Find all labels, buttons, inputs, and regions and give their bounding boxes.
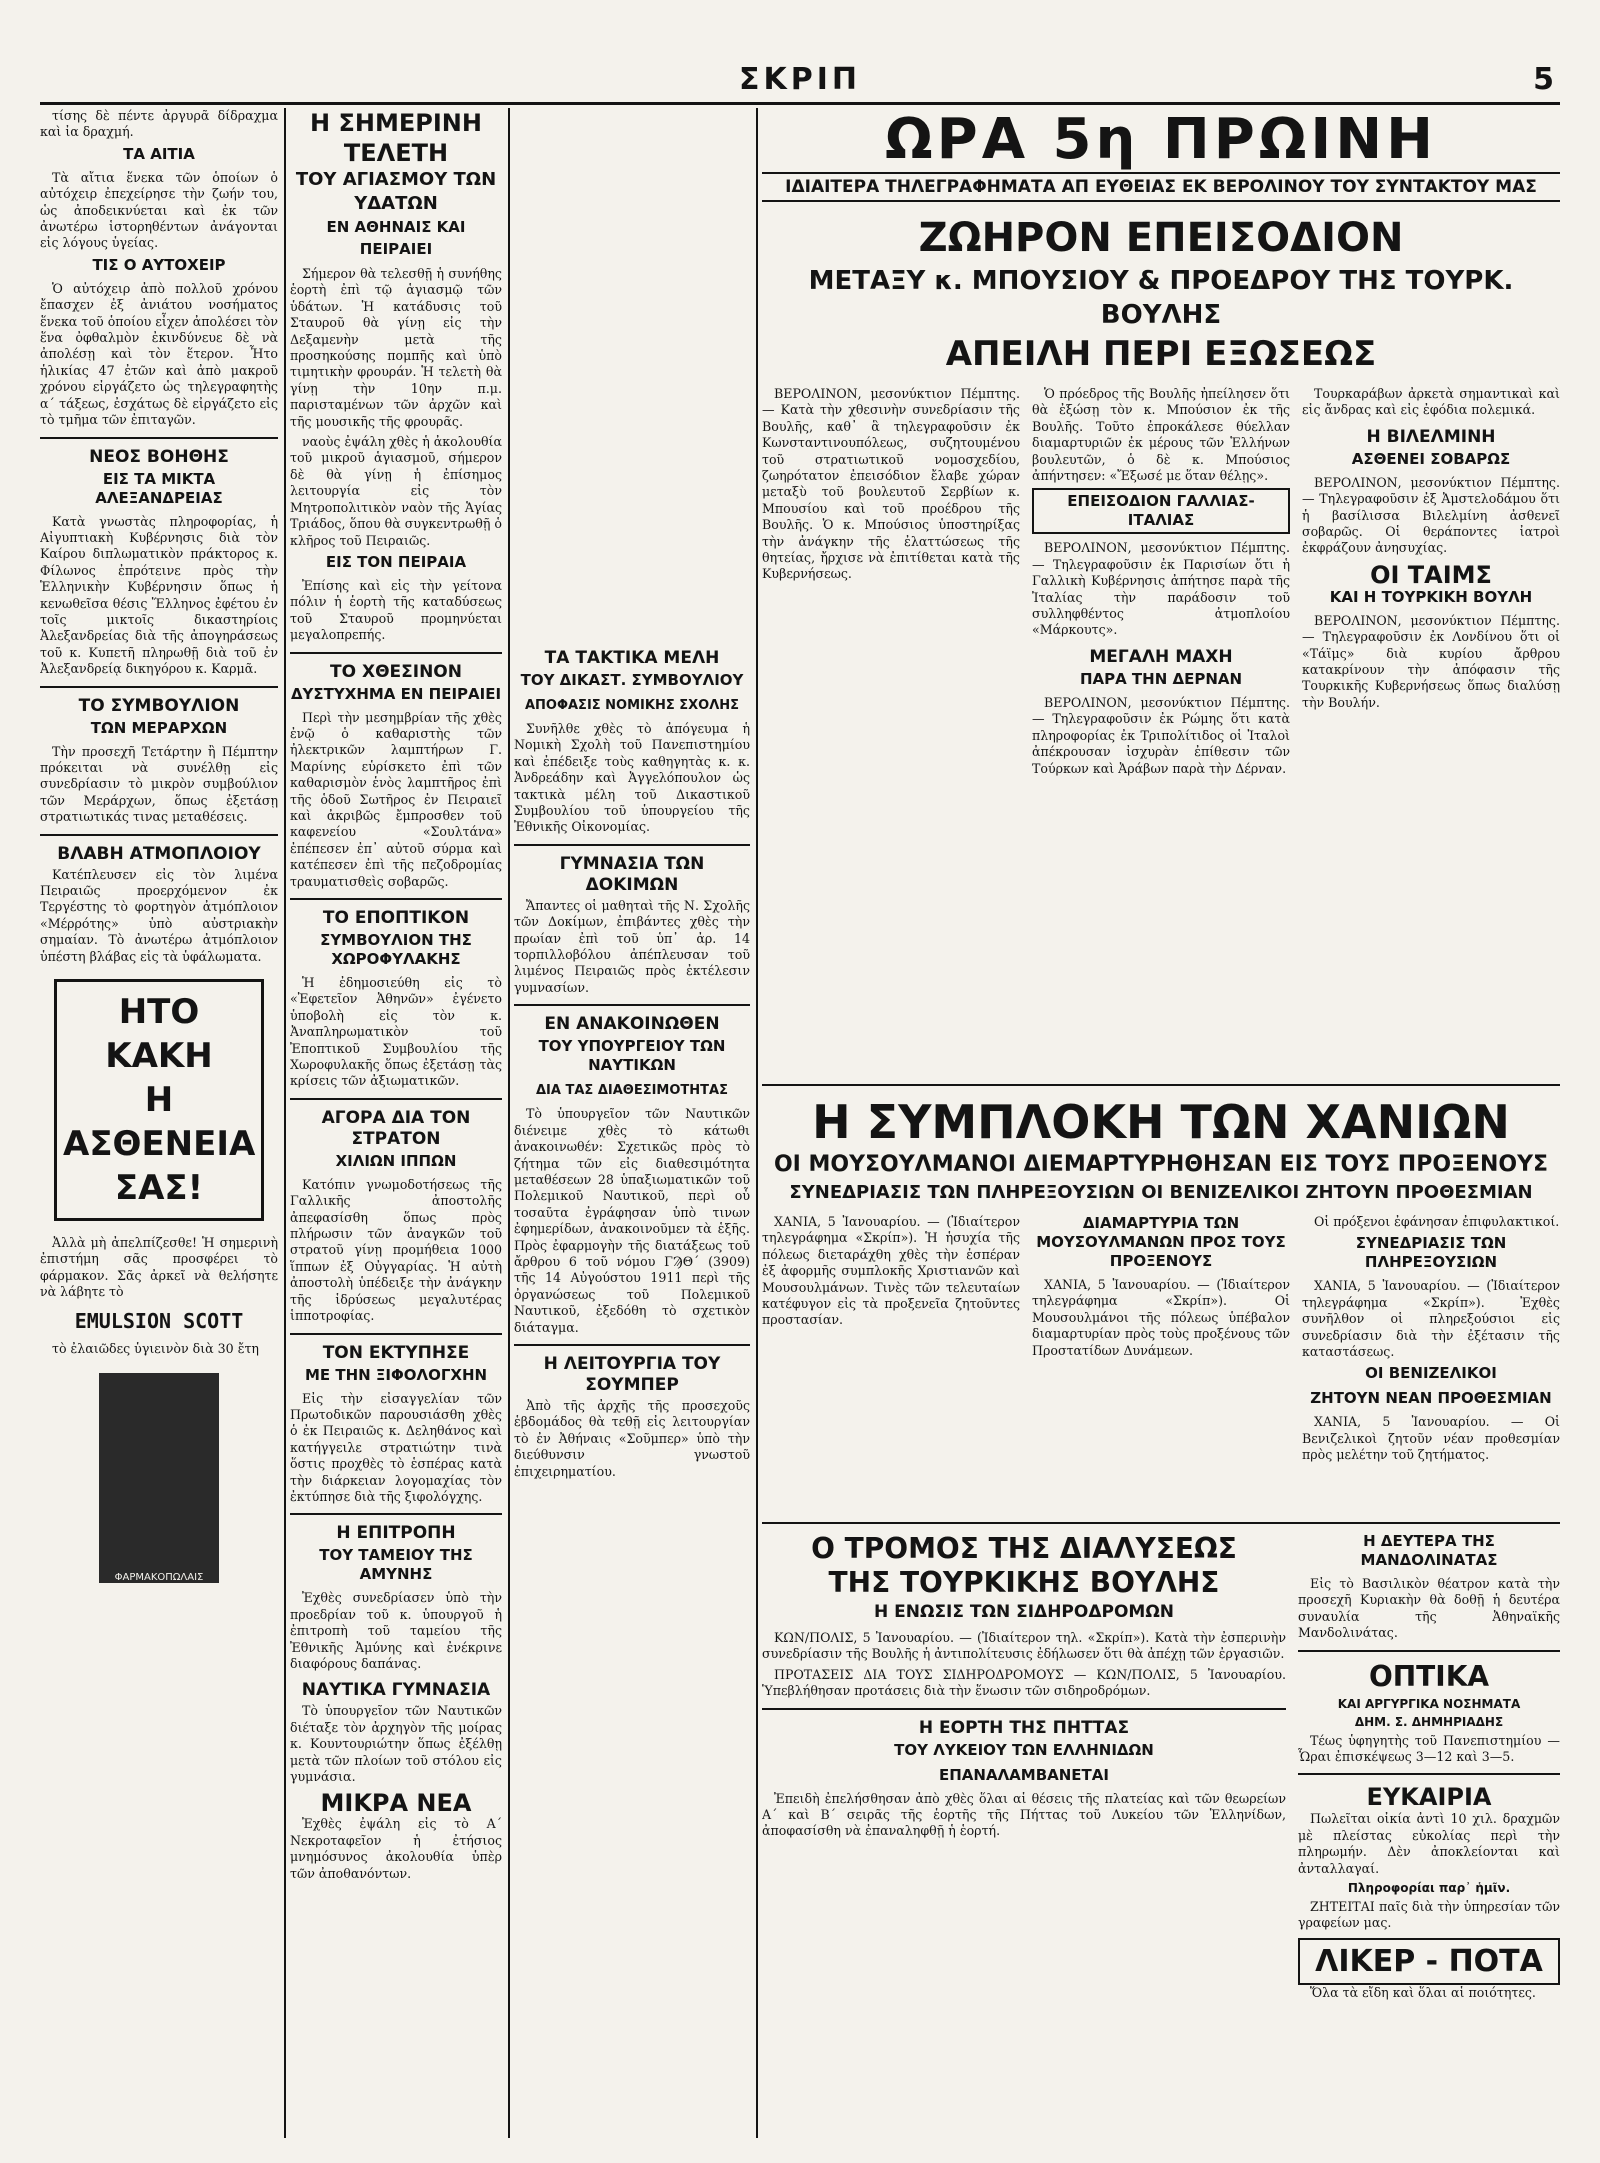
article-text: ΧΑΝΙΑ, 5 Ἰανουαρίου. — Οἱ Βενιζελικοὶ ζητοῦν νέαν προθεσμίαν πρὸς μελέτην τοῦ ζητήματος. (1302, 1414, 1560, 1463)
headline: Η ΣΥΜΠΛΟΚΗ ΤΩΝ ΧΑΝΙΩΝ (812, 1095, 1510, 1149)
divider (762, 1708, 1286, 1710)
divider (514, 1344, 750, 1346)
article-text: Κατέπλευσεν εἰς τὸν λιμένα Πειραιῶς προερχόμενον ἐκ Τεργέστης τὸ φορτηγὸν ἀτμόπλοιον «Μέρρότης» ὑπὸ αὐστριακὴν σημαίαν. Τὸ ἀνωτέρω ἀτμόπλοιον ὑπέστη βλάβας εἰς τὰ ὑφάλωματα. (40, 866, 278, 964)
advert-name: ΔΗΜ. Σ. ΔΗΜΗΡΙΑΔΗΣ (1354, 1714, 1504, 1729)
article-text: Οἱ πρόξενοι ἐφάνησαν ἐπιφυλακτικοί. (1314, 1214, 1560, 1229)
telegram-col-3 (1302, 386, 1560, 1076)
headline-sub: ΤΟΥ ΥΠΟΥΡΓΕΙΟΥ ΤΩΝ ΝΑΥΤΙΚΩΝ (538, 1037, 726, 1075)
headline-sub: ΕΝ ΑΘΗΝΑΙΣ ΚΑΙ ΠΕΙΡΑΙΕΙ (326, 218, 466, 258)
divider (290, 652, 502, 654)
divider (290, 1333, 502, 1335)
advert-sub: ΚΑΙ ΑΡΓΥΡΓΙΚΑ ΝΟΣΗΜΑΤΑ (1337, 1696, 1521, 1711)
column-2 (290, 108, 502, 2138)
column-1 (40, 108, 278, 2138)
article-text: Τὸ ὑπουργεῖον τῶν Ναυτικῶν διένειμε χθὲς τὸ κάτωθι ἀνακοινωθέν: Σχετικῶς πρὸς τὸ ζήτημα τῶν εἰς διαθεσιμότητα μεταθέσεων 28 ὑπαξιωματικῶν τοῦ Πολεμικοῦ Ναυτικοῦ, περὶ οὗ τοσαῦτα ἐγράφησαν ὑπὸ τινων ἐφημερίδων, ἀνακοινοῦμεν τὰ ἑξῆς. Πρὸς ἐφαρμογὴν τῆς διατάξεως τοῦ ἄρθρου 6 τοῦ νόμου ΓϠΘ΄ (3909) τῆς 14 Αὐγούστου 1911 περὶ τῆς ὀργανώσεως τοῦ Πολεμικοῦ Ναυτικοῦ, ἐξεδόθη τὸ σχετικὸν διάταγμα. (514, 1106, 750, 1335)
headline-sub: ΕΠΑΝΑΛΑΜΒΑΝΕΤΑΙ (939, 1765, 1109, 1784)
divider (290, 1513, 502, 1515)
advert-line: ΣΑΣ! (114, 1168, 204, 1209)
advert-text: Τέως ὑφηγητὴς τοῦ Πανεπιστημίου — Ὧραι ἐπισκέψεως 3—12 καὶ 3—5. (1298, 1732, 1560, 1765)
article-text: τίσης δὲ πέντε ἀργυρᾶ δίδραχμα καὶ ἰα δραχμή. (40, 108, 278, 140)
article-text: Συνῆλθε χθὲς τὸ ἀπόγευμα ἡ Νομικὴ Σχολὴ τοῦ Πανεπιστημίου καὶ ἐπέδειξε τοὺς καθηγητὰς κ. κ. Ἀνδρεάδην καὶ Ἀγγελόπουλον ὡς τακτικὰ μέλη τοῦ Δικαστικοῦ Συμβουλίου τοῦ ὑπουργείου τῆς Ἐθνικῆς Οἰκονομίας. (514, 721, 750, 835)
headline: Η ΛΕΙΤΟΥΡΓΙΑ ΤΟΥ ΣΟΥΜΠΕΡ (543, 1353, 721, 1395)
advert-text: τὸ ἐλαιῶδες ὑγιεινὸν διὰ 30 ἔτη (52, 1340, 259, 1356)
article-text: ΒΕΡΟΛΙΝΟΝ, μεσονύκτιον Πέμπτης. — Τηλεγραφοῦσιν ἐξ Ἀμστελοδάμου ὅτι ἡ βασίλισσα Βιλελμίνη ἀσθενεῖ σοβαρῶς. Οἱ θεράποντες ἰατροὶ ἐκφράζουν ἀνησυχίας. (1302, 474, 1560, 556)
advert-text: Πωλεῖται οἰκία ἀντὶ 10 χιλ. δραχμῶν μὲ πλείστας εὐκολίας περὶ τὴν πληρωμήν. Δὲν ἀποκλείονται καὶ ἀνταλλαγαί. (1298, 1811, 1560, 1876)
headline: ΜΙΚΡΑ ΝΕΑ (320, 1789, 472, 1818)
headline: ΓΥΜΝΑΣΙΑ ΤΩΝ ΔΟΚΙΜΩΝ (559, 853, 705, 895)
headline-sub: ΤΟΥ ΔΙΚΑΣΤ. ΣΥΜΒΟΥΛΙΟΥ (520, 671, 744, 689)
advert-text: Ὅλα τὰ εἴδη καὶ ὅλαι αἱ ποιότητες. (1310, 1984, 1536, 2000)
article-text: Τὰ αἴτια ἕνεκα τῶν ὁποίων ὁ αὐτόχειρ ἐπεχείρησε τὴν ζωήν του, ὡς ἀποδεικνύεται καὶ ἐκ τῶν ἀνωτέρω ἱστορηθέντων ἀνάγονται εἰς λόγους ὑγείας. (40, 169, 278, 251)
headline-sub: ΣΥΝΕΔΡΙΑΣΙΣ ΤΩΝ ΠΛΗΡΕΞΟΥΣΙΩΝ ΟΙ ΒΕΝΙΖΕΛΙΚΟΙ ΖΗΤΟΥΝ ΠΡΟΘΕΣΜΙΑΝ (789, 1182, 1533, 1203)
article-text: Περὶ τὴν μεσημβρίαν τῆς χθὲς ἐνῷ ὁ καθαριστὴς τῶν ἠλεκτρικῶν λαμπτήρων Γ. Μαρίνης εὑρίσκετο ἐπὶ τῶν καθαρισμὸν ἑνὸς λαμπτῆρος ἐπὶ τῆς ὁδοῦ Σωτῆρος ἐν Πειραιεῖ καὶ ἀκριβῶς ἔμπροσθεν τοῦ καφενείου «Σουλτάνα» ἐπέπεσεν ἐπ᾽ αὐτοῦ σύρμα καὶ κατέπεσεν ἐπὶ τῆς πεζοδρομίας τραυματισθεὶς σοβαρῶς. (290, 709, 502, 889)
advert-title: ΛΙΚΕΡ - ΠΟΤΑ (1298, 1938, 1560, 1985)
lower-left (762, 1532, 1286, 2005)
headline-sub: ΤΟΥ ΑΓΙΑΣΜΟΥ ΤΩΝ ΥΔΑΤΩΝ (295, 169, 497, 214)
advert-caption: ΦΑΡΜΑΚΟΠΩΛΑΙΣ (114, 1572, 204, 1584)
lower-right (1298, 1532, 1560, 2005)
divider (1298, 1650, 1560, 1652)
lower-columns (762, 1532, 1560, 2005)
headline-sub: ΤΟΥ ΛΥΚΕΙΟΥ ΤΩΝ ΕΛΛΗΝΙΔΩΝ (894, 1740, 1154, 1759)
divider (762, 1522, 1560, 1524)
column-rule (284, 108, 286, 2138)
headline-main: ΩΡΑ 5η ΠΡΩΙΝΗ (885, 108, 1437, 172)
article-text: Ἡ ἐδημοσιεύθη εἰς τὸ «Ἐφετεῖον Ἀθηνῶν» ἐγένετο ὑποβολὴ εἰς τὸν κ. Ἀναπληρωματικὸν τοῦ Ἐποπτικοῦ Συμβουλίου τῆς Χωροφυλακῆς ὅπως ἐξετάσῃ τὰς κρίσεις τῶν ἀξιωματικῶν. (290, 975, 502, 1089)
advert-title: ΟΠΤΙΚΑ (1368, 1659, 1490, 1693)
advert-text: Ἀλλὰ μὴ ἀπελπίζεσθε! Ἡ σημερινὴ ἐπιστήμη σᾶς προσφέρει τὸ φάρμακον. Σᾶς ἀρκεῖ νὰ θελήσητε νὰ λάβητε τὸ (40, 1235, 278, 1300)
headline-sub: Η ΕΝΩΣΙΣ ΤΩΝ ΣΙΔΗΡΟΔΡΟΜΩΝ (874, 1602, 1174, 1622)
article-text: Ἀπὸ τῆς ἀρχῆς τῆς προσεχοῦς ἑβδομάδος θὰ τεθῇ εἰς λειτουργίαν τὸ ἐν Ἀθήναις «Σοῦμπερ» ὑπὸ τὴν διεύθυνσιν γνωστοῦ ἐπιχειρηματίου. (514, 1397, 750, 1479)
headline-sub: ΑΣΘΕΝΕΙ ΣΟΒΑΡΩΣ (1351, 449, 1511, 468)
article-text: Ἐχθὲς συνεδρίασεν ὑπὸ τὴν προεδρίαν τοῦ κ. ὑπουργοῦ ἡ ἐπιτροπὴ τοῦ ταμείου τῆς Ἐθνικῆς Ἀμύνης καὶ ἐνέκρινε διαφόρους δαπάνας. (290, 1590, 502, 1671)
article-text: Ἐπειδὴ ἐπελήσθησαν ἀπὸ χθὲς ὅλαι αἱ θέσεις τῆς πλατείας καὶ τῶν θεωρείων Α΄ καὶ Β΄ σειρᾶς τῆς ἑορτῆς τῆς Πήττας τοῦ Λυκείου τῶν Ἑλληνίδων, ἀποφασίσθη νὰ ἐπαναληφθῇ ἡ ἑορτή. (762, 1790, 1286, 1839)
section-heading: Η ΔΕΥΤΕΡΑ ΤΗΣ ΜΑΝΔΟΛΙΝΑΤΑΣ (1360, 1532, 1498, 1569)
headline: ΤΟ ΧΘΕΣΙΝΟΝ (330, 661, 462, 682)
headline: ΟΙ ΤΑΙΜΣ (1370, 560, 1492, 589)
telegram-columns (762, 386, 1560, 1076)
article-text: Κατόπιν γνωμοδοτήσεως τῆς Γαλλικῆς ἀποστολῆς ἀπεφασίσθη ὅπως πρὸς πλήρωσιν τῶν ἀναγκῶν τοῦ στρατοῦ γίνῃ προμήθεια 1000 ἵππων ἐξ Οὐγγαρίας. Ἡ αὐτὴ ἀποστολὴ ὑπέδειξε τὴν ἀνάγκην τῆς ἱδρύσεως μεγαλυτέρας ἱπποτροφίας. (290, 1176, 502, 1324)
section-heading: ΔΙΑΜΑΡΤΥΡΙΑ ΤΩΝ ΜΟΥΣΟΥΛΜΑΝΩΝ ΠΡΟΣ ΤΟΥΣ ΠΡΟΞΕΝΟΥΣ (1036, 1214, 1286, 1270)
headline-sub: ΤΟΥ ΤΑΜΕΙΟΥ ΤΗΣ ΑΜΥΝΗΣ (319, 1546, 473, 1584)
headline-sub: ΚΑΙ Η ΤΟΥΡΚΙΚΗ ΒΟΥΛΗ (1329, 587, 1533, 606)
telegram-col-2 (1032, 386, 1290, 1076)
headline: Η ΕΠΙΤΡΟΠΗ (336, 1523, 456, 1544)
newspaper-name: ΣΚΡΙΠ (739, 62, 861, 97)
section-heading: ΟΙ ΒΕΝΙΖΕΛΙΚΟΙ (1365, 1364, 1497, 1383)
headline-sub: ΜΕ ΤΗΝ ΞΙΦΟΛΟΓΧΗΝ (304, 1365, 488, 1384)
section-heading: ΣΥΝΕΔΡΙΑΣΙΣ ΤΩΝ ΠΛΗΡΕΞΟΥΣΙΩΝ (1355, 1234, 1507, 1272)
divider (762, 1084, 1560, 1086)
advert-line: ΗΤΟ ΚΑΚΗ (105, 992, 213, 1077)
headline: ΝΑΥΤΙΚΑ ΓΥΜΝΑΣΙΑ (301, 1680, 491, 1701)
advert-box (54, 979, 264, 1221)
headline-sub: ΤΗΣ ΤΟΥΡΚΙΚΗΣ ΒΟΥΛΗΣ (828, 1566, 1220, 1599)
telegram-col-1 (762, 386, 1020, 1076)
column-3 (514, 640, 750, 2138)
article-text: Ἐχθὲς ἐψάλη εἰς τὸ Α΄ Νεκροταφεῖον ἡ ἐτήσιος μνημόσυνος ἀκολουθία ὑπὲρ τῶν ἀποθανόντων. (290, 1816, 502, 1881)
headline-sub: ΠΑΡΑ ΤΗΝ ΔΕΡΝΑΝ (1079, 669, 1243, 688)
headline-sub: ΜΕΤΑΞΥ κ. ΜΠΟΥΣΙΟΥ & ΠΡΟΕΔΡΟΥ ΤΗΣ ΤΟΥΡΚ. ΒΟΥΛΗΣ (808, 266, 1514, 330)
section-heading: ΕΠΕΙΣΟΔΙΟΝ ΓΑΛΛΙΑΣ-ΙΤΑΛΙΑΣ (1032, 488, 1290, 534)
headline-sub: ΤΩΝ ΜΕΡΑΡΧΩΝ (90, 718, 228, 737)
advert-info: Πληροφορίαι παρ᾽ ἡμῖν. (1347, 1881, 1511, 1896)
headline: Η ΒΙΛΕΛΜΙΝΗ (1366, 426, 1496, 447)
article-text: Εἰς τὴν εἰσαγγελίαν τῶν Πρωτοδικῶν παρουσιάσθη χθὲς ὁ ἐκ Πειραιῶς κ. Δεληθάνος καὶ κατήγγειλε στρατιώτην τινὰ ὅστις προχθὲς τὸ ἑσπέρας κατὰ τὴν διάρκειαν λογομαχίας τὸν ἐκτύπησε διὰ τῆς ξιφολόγχης. (290, 1390, 502, 1504)
headline-sub: ΑΠΟΦΑΣΙΣ ΝΟΜΙΚΗΣ ΣΧΟΛΗΣ (524, 698, 740, 713)
headline: Ο ΤΡΟΜΟΣ ΤΗΣ ΔΙΑΛΥΣΕΩΣ (811, 1532, 1237, 1565)
section-heading: ΕΙΣ ΤΟΝ ΠΕΙΡΑΙΑ (325, 552, 467, 571)
section-heading: ΤΙΣ Ο ΑΥΤΟΧΕΙΡ (92, 255, 226, 274)
divider (290, 1098, 502, 1100)
article-text: Σήμερον θὰ τελεσθῇ ἡ συνήθης ἑορτὴ ἐπὶ τῷ ἁγιασμῷ τῶν ὑδάτων. Ἡ κατάδυσις τοῦ Σταυροῦ θὰ γίνῃ εἰς τὴν Δεξαμενὴν μετὰ τῆς προσηκούσης πομπῆς καὶ ὑπὸ τιμητικὴν φρουράν. Ἡ τελετὴ θὰ γίνῃ τὴν 10ην π.μ. παρισταμένων τῶν ἀρχῶν καὶ τῆς μουσικῆς τῆς φρουρᾶς. (290, 266, 502, 429)
divider (1298, 1773, 1560, 1775)
article-text: Ὁ αὐτόχειρ ἀπὸ πολλοῦ χρόνου ἔπασχεν ἐξ ἀνιάτου νοσήματος ἕνεκα τοῦ ὁποίου εἶχεν ἀπολέσει τὸν ἕνα ὀφθαλμὸν ἐκινδύνευε δὲ νὰ ἀπολέσῃ καὶ τὸν ἕτερον. Ἦτο ἡλικίας 47 ἐτῶν καὶ ἀπὸ μακροῦ χρόνου εἰργάζετο ὡς τηλεγραφητὴς α΄ τάξεως, ἐσχάτως δὲ εἰργάζετο εἰς τὸ τμῆμα τῶν ἐπιταγῶν. (40, 280, 278, 428)
headline-sub: ΟΙ ΜΟΥΣΟΥΛΜΑΝΟΙ ΔΙΕΜΑΡΤΥΡΗΘΗΣΑΝ ΕΙΣ ΤΟΥΣ ΠΡΟΞΕΝΟΥΣ (773, 1152, 1549, 1177)
column-rule (508, 108, 510, 2138)
article-text: Κατὰ γνωστὰς πληροφορίας, ἡ Αἰγυπτιακὴ Κυβέρνησις διὰ τὸν Καίρου διπλωματικὸν πράκτορος κ. Φίλωνος ἐπρότεινε πρὸς τὴν Ἑλληνικὴν Κυβέρνησιν ὅπως ἡ κενωθεῖσα θέσις Ἕλληνος ἐφέτου ἐν τοῖς μικτοῖς δικαστηρίοις Ἀλεξανδρείας διὰ τῆς ἀπογηράσεως τοῦ κ. Κυπετῆ πληρωθῇ διὰ τοῦ ἐν Ἀλεξανδρείᾳ δικηγόρου κ. Καρμᾶ. (40, 513, 278, 677)
divider (40, 686, 278, 688)
headline-sub: ΕΙΣ ΤΑ ΜΙΚΤΑ ΑΛΕΞΑΝΔΡΕΙΑΣ (95, 469, 223, 507)
article-text: Ὁ πρόεδρος τῆς Βουλῆς ἠπείλησεν ὅτι θὰ ἐξώσῃ τὸν κ. Μπούσιον ἐκ τῆς Βουλῆς. Τοῦτο ἐπροκάλεσε θύελλαν διαμαρτυριῶν ἐκ μέρους τῶν Ἑλλήνων βουλευτῶν, ὁ δὲ κ. Μπούσιος ἀπήντησεν: «Ἔξωσέ με ὅταν θέλῃς». (1032, 386, 1290, 484)
divider (290, 898, 502, 900)
advert-line: Η ΑΣΘΕΝΕΙΑ (63, 1080, 256, 1165)
section-heading: ΖΗΤΟΥΝ ΝΕΑΝ ΠΡΟΘΕΣΜΙΑΝ (1310, 1389, 1552, 1408)
advert-title: ΕΥΚΑΙΡΙΑ (1366, 1783, 1492, 1812)
divider (40, 834, 278, 836)
masthead (40, 62, 1560, 105)
headline: ΑΓΟΡΑ ΔΙΑ ΤΟΝ ΣΤΡΑΤΟΝ (321, 1107, 471, 1149)
article-text: ΧΑΝΙΑ, 5 Ἰανουαρίου. — (Ἰδιαίτερον τηλεγράφημα «Σκρίπ»). Ἡ ἡσυχία τῆς πόλεως διεταράχθη χθὲς τὴν ἑσπέραν ἐξ ἀφορμῆς συμπλοκῆς Χριστιανῶν καὶ Μουσουλμάνων. Τινὲς τῶν τελευταίων κατέφυγον εἰς τὰ προξενεῖα ζητοῦντες προστασίαν. (762, 1214, 1020, 1328)
headline-sub: ΔΙΑ ΤΑΣ ΔΙΑΘΕΣΙΜΟΤΗΤΑΣ (536, 1083, 728, 1099)
chania-col-1 (762, 1214, 1020, 1514)
article-text: Τὸ ὑπουργεῖον τῶν Ναυτικῶν διέταξε τὸν ἀρχηγὸν τῆς μοίρας κ. Κουντουριώτην ὅπως ἐξέλθῃ μετὰ τῶν πλοίων τοῦ στόλου εἰς γυμνάσια. (290, 1703, 502, 1784)
advert-illustration (99, 1373, 219, 1583)
divider (514, 844, 750, 846)
article-text: Τουρκαράβων ἀρκετὰ σημαντικαὶ καὶ εἰς ἄνδρας καὶ εἰς ἐφόδια πολεμικά. (1302, 386, 1560, 418)
telegrams-section (762, 108, 1560, 2138)
divider (514, 1004, 750, 1006)
article-text: ΒΕΡΟΛΙΝΟΝ, μεσονύκτιον Πέμπτης. — Τηλεγραφοῦσιν ἐκ Ρώμης ὅτι κατὰ πληροφορίας ἐκ Τριπολίτιδος οἱ Ἰταλοὶ ἀπέκρουσαν ἰσχυρὰν ἐπίθεσιν τῶν Τούρκων καὶ Ἀράβων παρὰ τὴν Δέρναν. (1032, 694, 1290, 776)
article-text: ΧΑΝΙΑ, 5 Ἰανουαρίου. — (Ἰδιαίτερον τηλεγράφημα «Σκρίπ»). Ἐχθὲς συνῆλθον οἱ πληρεξούσιοι εἰς συνεδρίασιν διὰ τὴν ἐξέτασιν τῆς καταστάσεως. (1302, 1278, 1560, 1360)
section-heading: ΤΑ ΑΙΤΙΑ (123, 144, 195, 163)
article-text: ΧΑΝΙΑ, 5 Ἰανουαρίου. — (Ἰδιαίτερον τηλεγράφημα «Σκρίπ»). Οἱ Μουσουλμάνοι τῆς πόλεως ὑπέβαλον διαμαρτυρίαν πρὸς τοὺς προξένους τῶν Προστατίδων Δυνάμεων. (1032, 1277, 1290, 1358)
article-text: ΚΩΝ/ΠΟΛΙΣ, 5 Ἰανουαρίου. — (Ἰδιαίτερον τηλ. «Σκρίπ»). Κατὰ τὴν ἐσπερινὴν συνεδρίασιν τῆς Βουλῆς ἡ ἀντιπολίτευσις ἐδήλωσεν ὅτι θὰ ἀπέχῃ τῶν ἐργασιῶν. (762, 1630, 1286, 1662)
headline: ΜΕΓΑΛΗ ΜΑΧΗ (1089, 646, 1233, 667)
divider (40, 437, 278, 439)
headline: ΤΑ ΤΑΚΤΙΚΑ ΜΕΛΗ (544, 648, 720, 668)
article-text: ναοὺς ἐψάλη χθὲς ἡ ἀκολουθία τοῦ μικροῦ ἁγιασμοῦ, σήμερον δὲ θὰ γίνῃ ἡ ἐπίσημος λειτουργία εἰς τὸν Μητροπολιτικὸν ναὸν τῆς Ἁγίας Τριάδος, ὅπου θὰ συγκεντρωθῇ ὁ κλῆρος τοῦ Πειραιῶς. (290, 434, 502, 548)
headline-sub: ΔΥΣΤΥΧΗΜΑ ΕΝ ΠΕΙΡΑΙΕΙ (290, 684, 502, 703)
headline: Η ΣΗΜΕΡΙΝΗ ΤΕΛΕΤΗ (310, 109, 482, 167)
chania-col-2 (1032, 1214, 1290, 1514)
headline: ΕΝ ΑΝΑΚΟΙΝΩΘΕΝ (544, 1014, 720, 1035)
column-rule (756, 108, 758, 2138)
article-text: ΠΡΟΤΑΣΕΙΣ ΔΙΑ ΤΟΥΣ ΣΙΔΗΡΟΔΡΟΜΟΥΣ — ΚΩΝ/ΠΟΛΙΣ, 5 Ἰανουαρίου. Ὑπεβλήθησαν προτάσεις διὰ τὴν ἕνωσιν τῶν σιδηροδρόμων. (762, 1666, 1286, 1699)
headline: ΤΟΝ ΕΚΤΥΠΗΣΕ (322, 1342, 470, 1363)
headline: ΝΕΟΣ ΒΟΗΘΗΣ (89, 446, 229, 467)
headline-sub: ΑΠΕΙΛΗ ΠΕΡΙ ΕΞΩΣΕΩΣ (945, 334, 1377, 374)
chania-col-3 (1302, 1214, 1560, 1514)
headline-sub: ΧΙΛΙΩΝ ΙΠΠΩΝ (335, 1151, 457, 1170)
headline: ΤΟ ΕΠΟΠΤΙΚΟΝ (322, 908, 470, 928)
headline: ΒΛΑΒΗ ΑΤΜΟΠΛΟΙΟΥ (57, 843, 261, 864)
advert-product: EMULSION SCOTT (74, 1308, 244, 1333)
headline: ΤΟ ΣΥΜΒΟΥΛΙΟΝ (78, 695, 240, 716)
article-text: ΒΕΡΟΛΙΝΟΝ, μεσονύκτιον Πέμπτης. — Τηλεγραφοῦσιν ἐκ Λονδίνου ὅτι οἱ «Τάϊμς» διὰ κυρίου ἄρθρου κατακρίνουν τὴν ἀπόφασιν τῆς Τουρκικῆς Κυβερνήσεως ὅπως διαλύσῃ τὴν Βουλήν. (1302, 612, 1560, 710)
headline: ΖΩΗΡΟΝ ΕΠΕΙΣΟΔΙΟΝ (918, 215, 1404, 261)
article-text: Τὴν προσεχῆ Τετάρτην ἢ Πέμπτην πρόκειται νὰ συνέλθῃ εἰς συνεδρίασιν τὸ μικρὸν συμβούλιον τῶν Μεράρχων, ὅπως ἐξετάσῃ στρατιωτικάς τινας μεταθέσεις. (40, 743, 278, 825)
headline: Η ΕΟΡΤΗ ΤΗΣ ΠΗΤΤΑΣ (918, 1717, 1130, 1738)
article-text: Ἄπαντες οἱ μαθηταὶ τῆς Ν. Σχολῆς τῶν Δοκίμων, ἐπιβάντες χθὲς τὴν πρωίαν ἐπὶ τοῦ ὑπ᾽ ἀρ. 14 τορπιλλοβόλου ἀπέπλευσαν τοῦ λιμένος Πειραιῶς πρὸς ἐκτέλεσιν γυμνασίων. (514, 897, 750, 995)
headline-sub: ΣΥΜΒΟΥΛΙΟΝ ΤΗΣ ΧΩΡΟΦΥΛΑΚΗΣ (320, 931, 472, 968)
article-text: Ἐπίσης καὶ εἰς τὴν γείτονα πόλιν ἡ ἑορτὴ τῆς καταδύσεως τοῦ Σταυροῦ προμηνύεται μεγαλοπρεπής. (290, 577, 502, 643)
advert-text: ΖΗΤΕΙΤΑΙ παῖς διὰ τὴν ὑπηρεσίαν τῶν γραφείων μας. (1298, 1899, 1560, 1931)
chania-columns (762, 1214, 1560, 1514)
article-text: ΒΕΡΟΛΙΝΟΝ, μεσονύκτιον Πέμπτης. — Τηλεγραφοῦσιν ἐκ Παρισίων ὅτι ἡ Γαλλικὴ Κυβέρνησις ἀπήτησε παρὰ τῆς Ἰταλίας τὴν παράδοσιν τοῦ συλληφθέντος ἀτμοπλοίου «Μάρκουτς». (1032, 540, 1290, 638)
page-number: 5 (1533, 62, 1554, 97)
article-text: ΒΕΡΟΛΙΝΟΝ, μεσονύκτιον Πέμπτης. — Κατὰ τὴν χθεσινὴν συνεδρίασιν τῆς Βουλῆς, καθ᾽ ἃ τηλεγραφοῦσιν ἐκ Κωνσταντινουπόλεως, συζητουμένου τοῦ στρατιωτικοῦ νομοσχεδίου, ζωηρότατον ἐπεισόδιον ἔλαβε χώραν μεταξὺ τοῦ βουλευτοῦ Σερβίων κ. Μπουσίου καὶ τοῦ προέδρου τῆς Βουλῆς. Ὁ κ. Μπούσιος ὑποστηρίξας τὴν ἀνάγκην τῆς ἐλαττώσεως τῆς θητείας, ἤρχισε νὰ ἐπιτίθεται κατὰ τῆς Κυβερνήσεως. (762, 386, 1020, 582)
article-text: Εἰς τὸ Βασιλικὸν θέατρον κατὰ τὴν προσεχῆ Κυριακὴν θὰ δοθῇ ἡ δευτέρα συναυλία τῆς Ἀθηναϊκῆς Μανδολινάτας. (1298, 1576, 1560, 1641)
headline-sub: ΙΔΙΑΙΤΕΡΑ ΤΗΛΕΓΡΑΦΗΜΑΤΑ ΑΠ ΕΥΘΕΙΑΣ ΕΚ ΒΕΡΟΛΙΝΟΥ ΤΟΥ ΣΥΝΤΑΚΤΟΥ ΜΑΣ (762, 172, 1560, 202)
